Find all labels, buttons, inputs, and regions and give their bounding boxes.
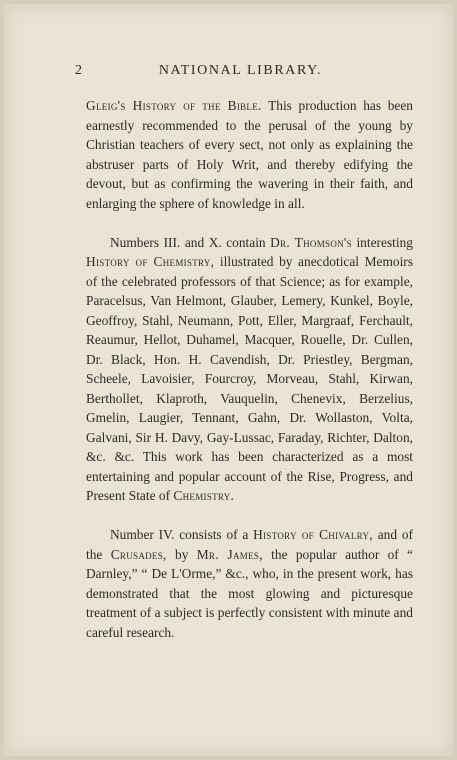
paragraph-text: and of the — [86, 527, 413, 562]
author-name: Mr. James, — [196, 546, 263, 562]
paragraph-text: Numbers III. and X. contain — [110, 234, 271, 250]
paragraph-bible — [86, 96, 413, 213]
paragraph-chivalry — [86, 525, 413, 642]
book-title-chivalry: History of Chivalry, — [253, 527, 373, 542]
paragraph-text: by — [166, 546, 197, 562]
paragraph-text: illustrated by anecdotical Memoirs of the celebrated professors of that Science; as for example, Paracelsus, Van Helmont, Glauber, Lemery, Kunkel, Boyle, Geoffroy, Stahl, Neumann, Pott, Eller, Margraaf, Ferchault, Reaumur, Hellot, Duhamel, Macquer, Rouelle, Dr. Cullen, Dr. Black, Hon. H. Cavendish, Dr. Priestley, Bergman, Scheele, Lavoisier, Fourcroy, Morveau, Stahl, Kirwan, Berthollet, Klaproth, Vauquelin, Chenevix, Berzelius, Gmelin, Laugier, Tennant, Gahn, Dr. Wollaston, Volta, Galvani, Sir H. Davy, Gay-Lussac, Faraday, Richter, Dalton, &c. &c. This work has been characterized as a most entertaining and popular account of the Rise, Progress, and Present State of — [86, 254, 413, 503]
page-number: 2 — [75, 63, 83, 78]
running-head: NATIONAL LIBRARY. — [158, 63, 323, 78]
subject-crusades: Crusades, — [110, 546, 167, 562]
paragraph-text: This production has been earnestly recommended to the perusal of the young by Christian teachers of every sect, not only as explaining the abstruser parts of Holy Writ, and thereby edifying the devout, but as confirming the wavering in their faith, and enlarging the sphere of knowledge in all. — [86, 98, 413, 211]
author-name: Dr. Thomson's — [270, 234, 352, 250]
paragraph-text: interesting — [351, 234, 413, 250]
paragraph-text: Number IV. consists of a — [110, 527, 254, 542]
book-page — [4, 4, 453, 756]
page-header — [4, 63, 453, 83]
body-text — [86, 96, 413, 662]
book-title-chemistry: History of Chemistry, — [86, 254, 215, 269]
subject-chemistry: Chemistry. — [173, 488, 235, 503]
paragraph-text: the popular author of “ Darnley,” “ De L'Orme,” &c., who, in the present work, has demonstrated that the most glowing and picturesque treatment of a subject is perfectly consistent with minute and careful research. — [86, 546, 414, 640]
paragraph-chemistry — [86, 233, 413, 506]
book-title-bible: Gleig's History of the Bible. — [86, 98, 262, 113]
